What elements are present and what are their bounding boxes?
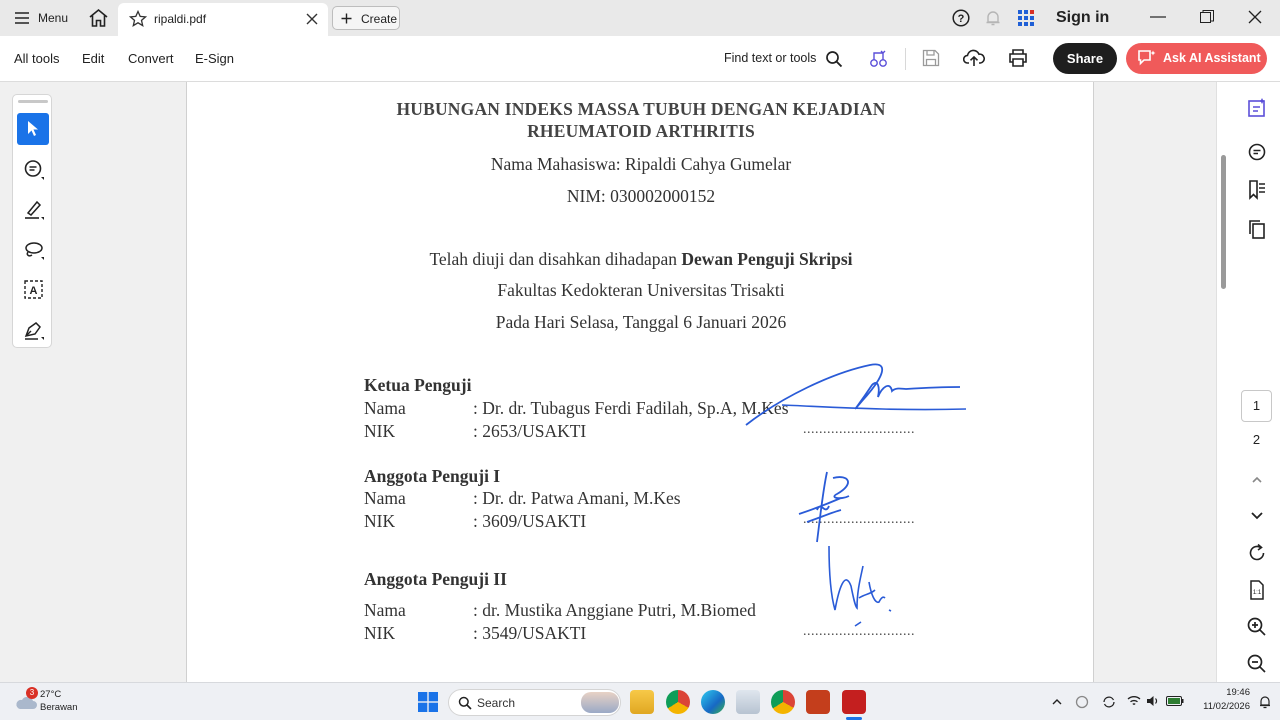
- chevron-up-icon[interactable]: [1050, 695, 1064, 709]
- draw-tool[interactable]: [17, 233, 49, 265]
- star-icon[interactable]: [129, 10, 147, 28]
- plus-icon: [341, 13, 352, 24]
- comment-tool[interactable]: [17, 153, 49, 185]
- notes-app-icon[interactable]: [736, 690, 760, 714]
- ask-ai-label: Ask AI Assistant: [1163, 51, 1261, 65]
- text-box-icon: [23, 279, 45, 301]
- signature-line: ............................: [803, 624, 915, 639]
- rail-grip: [18, 100, 48, 103]
- file-explorer-icon[interactable]: [630, 690, 654, 714]
- wifi-icon[interactable]: [1127, 695, 1141, 707]
- fountain-pen-icon: [23, 319, 45, 341]
- powerpoint-icon[interactable]: [806, 690, 830, 714]
- chrome-browser-icon[interactable]: [771, 690, 795, 714]
- highlight-tool[interactable]: [17, 193, 49, 225]
- weather-widget[interactable]: [12, 687, 92, 717]
- title-bar: [0, 0, 1280, 36]
- notification-icon[interactable]: [1258, 694, 1272, 710]
- search-highlight-image: [581, 692, 619, 713]
- sync-icon[interactable]: [1101, 694, 1117, 710]
- examiner-name-value: : Dr. dr. Tubagus Ferdi Fadilah, Sp.A, M.Kes: [473, 398, 789, 418]
- chevron-up-icon[interactable]: [1245, 468, 1269, 492]
- sign-tool[interactable]: [17, 313, 49, 345]
- edit-pdf-panel-icon[interactable]: [1245, 96, 1269, 120]
- examiner-nik-value: : 3609/USAKTI: [473, 511, 587, 531]
- left-tool-rail: [12, 94, 52, 348]
- tray-app-icon[interactable]: [1075, 694, 1089, 710]
- esign-menu[interactable]: E-Sign: [195, 51, 235, 66]
- approval-line: [187, 249, 1095, 270]
- ai-assistant-icon: [1137, 49, 1157, 68]
- main-toolbar: [0, 36, 1280, 82]
- clock[interactable]: [1190, 687, 1250, 717]
- maximize-icon[interactable]: [1200, 10, 1214, 24]
- signature-ketua: [742, 357, 972, 429]
- approval-prefix: Telah diuji dan disahkan dihadapan: [429, 249, 682, 269]
- acrobat-icon[interactable]: [842, 690, 866, 714]
- weather-desc: Berawan: [40, 702, 78, 713]
- examiner-heading: Anggota Penguji I: [364, 466, 501, 486]
- clock-time: 19:46: [1226, 687, 1250, 698]
- chevron-down-icon[interactable]: [1245, 503, 1269, 527]
- student-nim: NIM: 030002000152: [566, 186, 716, 206]
- ask-ai-assistant-button[interactable]: [1126, 43, 1267, 74]
- search-label: Search: [477, 696, 516, 710]
- fit-page-icon[interactable]: [1245, 578, 1269, 602]
- signature-line: ............................: [803, 422, 915, 437]
- toolbar-divider: [905, 48, 906, 70]
- student-name: Nama Mahasiswa: Ripaldi Cahya Gumelar: [490, 154, 792, 174]
- close-window-icon[interactable]: [1248, 10, 1262, 24]
- examiner-heading: Ketua Penguji: [364, 375, 472, 395]
- svg-text:1:1: 1:1: [1252, 590, 1262, 596]
- zoom-out-icon[interactable]: [1245, 652, 1269, 676]
- share-button[interactable]: [1053, 43, 1117, 74]
- cursor-icon: [27, 120, 40, 137]
- examiner-nik-value: : 3549/USAKTI: [473, 623, 587, 643]
- signature-line: ............................: [803, 512, 915, 527]
- text-box-tool[interactable]: [17, 273, 49, 305]
- zoom-in-icon[interactable]: [1245, 615, 1269, 639]
- taskbar-search[interactable]: [448, 689, 621, 716]
- edit-menu[interactable]: Edit: [82, 51, 105, 66]
- ai-tools-icon[interactable]: [869, 49, 889, 69]
- examiner-name-label: Nama: [364, 398, 406, 418]
- examiner-name-value: : Dr. dr. Patwa Amani, M.Kes: [473, 488, 681, 508]
- svg-text:?: ?: [957, 13, 965, 25]
- weather-badge: 3: [26, 687, 38, 699]
- print-icon[interactable]: [1008, 49, 1028, 67]
- examiner-heading: Anggota Penguji II: [364, 569, 507, 589]
- rotate-icon[interactable]: [1245, 541, 1269, 565]
- comment-icon: [23, 159, 45, 181]
- signature-anggota-2: [821, 542, 893, 628]
- help-icon[interactable]: [952, 9, 970, 27]
- comments-panel-icon[interactable]: [1245, 140, 1269, 164]
- convert-menu[interactable]: Convert: [128, 51, 174, 66]
- examiner-nik-label: NIK: [364, 511, 396, 531]
- examiner-nik-label: NIK: [364, 623, 396, 643]
- hamburger-icon: [14, 11, 30, 25]
- examiner-name-label: Nama: [364, 488, 406, 508]
- examiner-nik-value: : 2653/USAKTI: [473, 421, 587, 441]
- save-icon[interactable]: [922, 49, 940, 67]
- bell-icon[interactable]: [984, 9, 1002, 27]
- examiner-nik-label: NIK: [364, 421, 396, 441]
- volume-icon[interactable]: [1146, 695, 1160, 707]
- edge-browser-icon[interactable]: [701, 690, 725, 714]
- clock-date: 11/02/2026: [1203, 701, 1250, 712]
- document-title-line2: RHEUMATOID ARTHRITIS: [527, 121, 755, 141]
- search-icon: [825, 50, 843, 68]
- apps-grid-icon[interactable]: [1017, 9, 1035, 27]
- all-tools-menu[interactable]: All tools: [14, 51, 60, 66]
- vertical-scrollbar[interactable]: [1221, 155, 1226, 289]
- signature-anggota-1: [797, 470, 859, 546]
- pen-highlight-icon: [23, 199, 45, 221]
- menu-button[interactable]: [10, 8, 70, 28]
- examiner-name-label: Nama: [364, 600, 406, 620]
- approval-board: Dewan Penguji Skripsi: [681, 249, 853, 269]
- lasso-icon: [23, 239, 45, 261]
- tab-title: ripaldi.pdf: [154, 12, 207, 26]
- create-button[interactable]: [332, 6, 400, 30]
- upload-cloud-icon[interactable]: [963, 48, 985, 68]
- share-label: Share: [1066, 51, 1104, 66]
- search-icon: [458, 696, 472, 710]
- windows-start-icon[interactable]: [418, 692, 438, 712]
- document-tab[interactable]: [118, 3, 328, 36]
- select-tool[interactable]: [17, 113, 49, 145]
- minimize-icon[interactable]: [1150, 16, 1166, 18]
- faculty-line: Fakultas Kedokteran Universitas Trisakti: [497, 280, 785, 300]
- page-thumbnail-2[interactable]: 2: [1252, 432, 1261, 447]
- home-icon[interactable]: [88, 8, 109, 28]
- examiner-name-value: : dr. Mustika Anggiane Putri, M.Biomed: [473, 600, 756, 620]
- pages-panel-icon[interactable]: [1245, 218, 1269, 242]
- create-label: Create: [361, 12, 398, 26]
- current-page-indicator[interactable]: 1: [1241, 390, 1272, 422]
- taskbar: [0, 682, 1280, 720]
- find-text-button[interactable]: [724, 48, 846, 70]
- svg-text:A: A: [29, 285, 38, 297]
- date-line: Pada Hari Selasa, Tanggal 6 Januari 2026: [495, 312, 787, 332]
- pdf-page: [186, 82, 1094, 682]
- battery-icon[interactable]: [1166, 696, 1184, 706]
- close-tab-icon[interactable]: [306, 13, 318, 25]
- sign-in-link[interactable]: Sign in: [1056, 9, 1110, 26]
- find-text-label: Find text or tools: [724, 51, 817, 65]
- chrome-profile-icon[interactable]: [666, 690, 690, 714]
- bookmarks-panel-icon[interactable]: [1245, 178, 1269, 202]
- menu-label: Menu: [38, 11, 69, 25]
- weather-temp: 27°C: [40, 689, 62, 700]
- document-title-line1: HUBUNGAN INDEKS MASSA TUBUH DENGAN KEJADIAN: [396, 99, 886, 119]
